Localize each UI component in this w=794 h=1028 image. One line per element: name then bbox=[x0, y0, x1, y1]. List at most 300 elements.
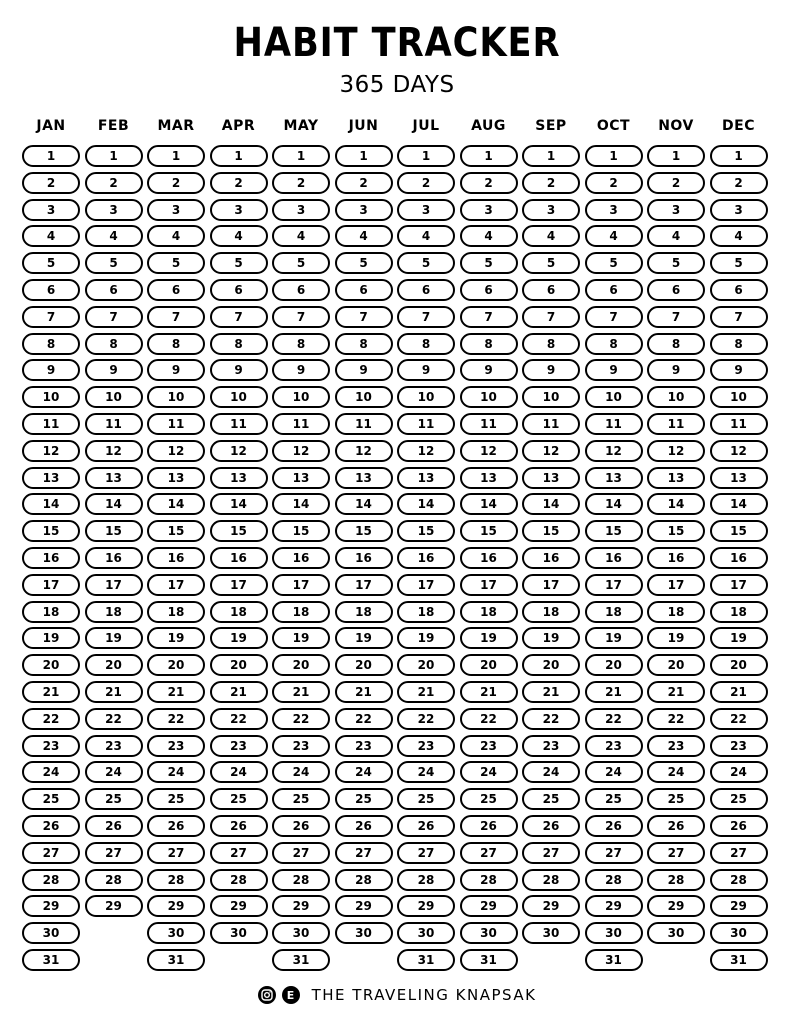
day-pill[interactable]: 11 bbox=[647, 413, 705, 435]
day-pill[interactable]: 14 bbox=[397, 493, 455, 515]
day-pill[interactable]: 29 bbox=[585, 895, 643, 917]
day-pill[interactable]: 12 bbox=[522, 440, 580, 462]
day-pill[interactable]: 15 bbox=[272, 520, 330, 542]
day-pill[interactable]: 18 bbox=[460, 601, 518, 623]
day-pill[interactable]: 22 bbox=[397, 708, 455, 730]
day-pill[interactable]: 14 bbox=[272, 493, 330, 515]
day-pill[interactable]: 17 bbox=[85, 574, 143, 596]
day-pill[interactable]: 6 bbox=[585, 279, 643, 301]
day-pill[interactable]: 14 bbox=[210, 493, 268, 515]
day-pill[interactable]: 11 bbox=[397, 413, 455, 435]
day-pill[interactable]: 14 bbox=[647, 493, 705, 515]
day-pill[interactable]: 12 bbox=[210, 440, 268, 462]
day-pill[interactable]: 1 bbox=[460, 145, 518, 167]
day-pill[interactable]: 7 bbox=[460, 306, 518, 328]
day-pill[interactable]: 22 bbox=[460, 708, 518, 730]
day-pill[interactable]: 25 bbox=[147, 788, 205, 810]
day-pill[interactable]: 20 bbox=[710, 654, 768, 676]
day-pill[interactable]: 9 bbox=[85, 359, 143, 381]
day-pill[interactable]: 9 bbox=[272, 359, 330, 381]
day-pill[interactable]: 17 bbox=[335, 574, 393, 596]
day-pill[interactable]: 21 bbox=[710, 681, 768, 703]
day-pill[interactable]: 17 bbox=[460, 574, 518, 596]
day-pill[interactable]: 8 bbox=[522, 333, 580, 355]
day-pill[interactable]: 23 bbox=[210, 735, 268, 757]
day-pill[interactable]: 28 bbox=[22, 869, 80, 891]
day-pill[interactable]: 1 bbox=[22, 145, 80, 167]
day-pill[interactable]: 9 bbox=[147, 359, 205, 381]
day-pill[interactable]: 15 bbox=[210, 520, 268, 542]
day-pill[interactable]: 9 bbox=[397, 359, 455, 381]
day-pill[interactable]: 9 bbox=[585, 359, 643, 381]
day-pill[interactable]: 27 bbox=[460, 842, 518, 864]
day-pill[interactable]: 13 bbox=[272, 467, 330, 489]
day-pill[interactable]: 21 bbox=[85, 681, 143, 703]
day-pill[interactable]: 3 bbox=[585, 199, 643, 221]
day-pill[interactable]: 18 bbox=[647, 601, 705, 623]
day-pill[interactable]: 1 bbox=[210, 145, 268, 167]
day-pill[interactable]: 4 bbox=[272, 225, 330, 247]
day-pill[interactable]: 18 bbox=[85, 601, 143, 623]
day-pill[interactable]: 10 bbox=[147, 386, 205, 408]
day-pill[interactable]: 31 bbox=[22, 949, 80, 971]
day-pill[interactable]: 16 bbox=[647, 547, 705, 569]
day-pill[interactable]: 17 bbox=[585, 574, 643, 596]
day-pill[interactable]: 12 bbox=[397, 440, 455, 462]
day-pill[interactable]: 2 bbox=[522, 172, 580, 194]
day-pill[interactable]: 20 bbox=[210, 654, 268, 676]
day-pill[interactable]: 8 bbox=[22, 333, 80, 355]
day-pill[interactable]: 15 bbox=[460, 520, 518, 542]
day-pill[interactable]: 5 bbox=[147, 252, 205, 274]
day-pill[interactable]: 20 bbox=[460, 654, 518, 676]
day-pill[interactable]: 14 bbox=[85, 493, 143, 515]
day-pill[interactable]: 17 bbox=[210, 574, 268, 596]
day-pill[interactable]: 4 bbox=[335, 225, 393, 247]
day-pill[interactable]: 19 bbox=[585, 627, 643, 649]
day-pill[interactable]: 21 bbox=[272, 681, 330, 703]
day-pill[interactable]: 3 bbox=[335, 199, 393, 221]
day-pill[interactable]: 12 bbox=[85, 440, 143, 462]
day-pill[interactable]: 12 bbox=[335, 440, 393, 462]
day-pill[interactable]: 25 bbox=[335, 788, 393, 810]
day-pill[interactable]: 15 bbox=[85, 520, 143, 542]
day-pill[interactable]: 16 bbox=[585, 547, 643, 569]
day-pill[interactable]: 8 bbox=[585, 333, 643, 355]
day-pill[interactable]: 17 bbox=[710, 574, 768, 596]
day-pill[interactable]: 19 bbox=[460, 627, 518, 649]
day-pill[interactable]: 29 bbox=[335, 895, 393, 917]
day-pill[interactable]: 14 bbox=[147, 493, 205, 515]
day-pill[interactable]: 24 bbox=[647, 761, 705, 783]
day-pill[interactable]: 24 bbox=[22, 761, 80, 783]
day-pill[interactable]: 13 bbox=[147, 467, 205, 489]
day-pill[interactable]: 1 bbox=[335, 145, 393, 167]
day-pill[interactable]: 18 bbox=[335, 601, 393, 623]
day-pill[interactable]: 28 bbox=[147, 869, 205, 891]
day-pill[interactable]: 28 bbox=[210, 869, 268, 891]
day-pill[interactable]: 18 bbox=[147, 601, 205, 623]
day-pill[interactable]: 9 bbox=[522, 359, 580, 381]
day-pill[interactable]: 13 bbox=[22, 467, 80, 489]
day-pill[interactable]: 1 bbox=[272, 145, 330, 167]
day-pill[interactable]: 6 bbox=[335, 279, 393, 301]
day-pill[interactable]: 28 bbox=[397, 869, 455, 891]
day-pill[interactable]: 29 bbox=[85, 895, 143, 917]
day-pill[interactable]: 10 bbox=[647, 386, 705, 408]
day-pill[interactable]: 4 bbox=[85, 225, 143, 247]
day-pill[interactable]: 5 bbox=[397, 252, 455, 274]
day-pill[interactable]: 30 bbox=[210, 922, 268, 944]
day-pill[interactable]: 13 bbox=[335, 467, 393, 489]
day-pill[interactable]: 20 bbox=[647, 654, 705, 676]
day-pill[interactable]: 6 bbox=[147, 279, 205, 301]
day-pill[interactable]: 9 bbox=[335, 359, 393, 381]
day-pill[interactable]: 18 bbox=[397, 601, 455, 623]
day-pill[interactable]: 17 bbox=[522, 574, 580, 596]
day-pill[interactable]: 26 bbox=[710, 815, 768, 837]
day-pill[interactable]: 18 bbox=[22, 601, 80, 623]
day-pill[interactable]: 8 bbox=[397, 333, 455, 355]
day-pill[interactable]: 5 bbox=[585, 252, 643, 274]
day-pill[interactable]: 15 bbox=[522, 520, 580, 542]
day-pill[interactable]: 18 bbox=[522, 601, 580, 623]
day-pill[interactable]: 11 bbox=[710, 413, 768, 435]
day-pill[interactable]: 1 bbox=[397, 145, 455, 167]
day-pill[interactable]: 22 bbox=[210, 708, 268, 730]
day-pill[interactable]: 16 bbox=[460, 547, 518, 569]
day-pill[interactable]: 28 bbox=[522, 869, 580, 891]
day-pill[interactable]: 4 bbox=[522, 225, 580, 247]
day-pill[interactable]: 30 bbox=[460, 922, 518, 944]
day-pill[interactable]: 28 bbox=[335, 869, 393, 891]
day-pill[interactable]: 27 bbox=[710, 842, 768, 864]
day-pill[interactable]: 16 bbox=[210, 547, 268, 569]
day-pill[interactable]: 13 bbox=[397, 467, 455, 489]
day-pill[interactable]: 8 bbox=[335, 333, 393, 355]
day-pill[interactable]: 12 bbox=[710, 440, 768, 462]
day-pill[interactable]: 4 bbox=[585, 225, 643, 247]
day-pill[interactable]: 21 bbox=[147, 681, 205, 703]
day-pill[interactable]: 21 bbox=[22, 681, 80, 703]
day-pill[interactable]: 27 bbox=[272, 842, 330, 864]
day-pill[interactable]: 7 bbox=[210, 306, 268, 328]
day-pill[interactable]: 25 bbox=[210, 788, 268, 810]
day-pill[interactable]: 8 bbox=[147, 333, 205, 355]
day-pill[interactable]: 27 bbox=[647, 842, 705, 864]
day-pill[interactable]: 23 bbox=[647, 735, 705, 757]
day-pill[interactable]: 8 bbox=[710, 333, 768, 355]
day-pill[interactable]: 14 bbox=[460, 493, 518, 515]
day-pill[interactable]: 30 bbox=[710, 922, 768, 944]
day-pill[interactable]: 2 bbox=[335, 172, 393, 194]
day-pill[interactable]: 24 bbox=[460, 761, 518, 783]
day-pill[interactable]: 28 bbox=[585, 869, 643, 891]
day-pill[interactable]: 23 bbox=[460, 735, 518, 757]
day-pill[interactable]: 14 bbox=[335, 493, 393, 515]
day-pill[interactable]: 1 bbox=[710, 145, 768, 167]
day-pill[interactable]: 17 bbox=[147, 574, 205, 596]
day-pill[interactable]: 17 bbox=[397, 574, 455, 596]
day-pill[interactable]: 13 bbox=[85, 467, 143, 489]
day-pill[interactable]: 27 bbox=[147, 842, 205, 864]
day-pill[interactable]: 27 bbox=[85, 842, 143, 864]
day-pill[interactable]: 7 bbox=[397, 306, 455, 328]
day-pill[interactable]: 25 bbox=[585, 788, 643, 810]
day-pill[interactable]: 5 bbox=[460, 252, 518, 274]
day-pill[interactable]: 2 bbox=[272, 172, 330, 194]
day-pill[interactable]: 1 bbox=[85, 145, 143, 167]
day-pill[interactable]: 23 bbox=[335, 735, 393, 757]
day-pill[interactable]: 24 bbox=[335, 761, 393, 783]
day-pill[interactable]: 1 bbox=[647, 145, 705, 167]
day-pill[interactable]: 28 bbox=[647, 869, 705, 891]
day-pill[interactable]: 23 bbox=[585, 735, 643, 757]
day-pill[interactable]: 31 bbox=[272, 949, 330, 971]
day-pill[interactable]: 6 bbox=[397, 279, 455, 301]
day-pill[interactable]: 25 bbox=[85, 788, 143, 810]
day-pill[interactable]: 3 bbox=[647, 199, 705, 221]
day-pill[interactable]: 14 bbox=[522, 493, 580, 515]
day-pill[interactable]: 31 bbox=[460, 949, 518, 971]
day-pill[interactable]: 25 bbox=[22, 788, 80, 810]
day-pill[interactable]: 7 bbox=[22, 306, 80, 328]
day-pill[interactable]: 11 bbox=[335, 413, 393, 435]
day-pill[interactable]: 29 bbox=[522, 895, 580, 917]
day-pill[interactable]: 7 bbox=[85, 306, 143, 328]
day-pill[interactable]: 16 bbox=[710, 547, 768, 569]
day-pill[interactable]: 7 bbox=[710, 306, 768, 328]
day-pill[interactable]: 22 bbox=[585, 708, 643, 730]
day-pill[interactable]: 1 bbox=[522, 145, 580, 167]
day-pill[interactable]: 10 bbox=[397, 386, 455, 408]
day-pill[interactable]: 12 bbox=[585, 440, 643, 462]
day-pill[interactable]: 30 bbox=[22, 922, 80, 944]
day-pill[interactable]: 5 bbox=[335, 252, 393, 274]
day-pill[interactable]: 9 bbox=[647, 359, 705, 381]
day-pill[interactable]: 29 bbox=[647, 895, 705, 917]
day-pill[interactable]: 28 bbox=[460, 869, 518, 891]
day-pill[interactable]: 8 bbox=[272, 333, 330, 355]
day-pill[interactable]: 27 bbox=[210, 842, 268, 864]
day-pill[interactable]: 15 bbox=[397, 520, 455, 542]
day-pill[interactable]: 21 bbox=[397, 681, 455, 703]
day-pill[interactable]: 21 bbox=[210, 681, 268, 703]
day-pill[interactable]: 13 bbox=[585, 467, 643, 489]
day-pill[interactable]: 29 bbox=[272, 895, 330, 917]
day-pill[interactable]: 10 bbox=[272, 386, 330, 408]
day-pill[interactable]: 20 bbox=[335, 654, 393, 676]
day-pill[interactable]: 26 bbox=[397, 815, 455, 837]
day-pill[interactable]: 30 bbox=[397, 922, 455, 944]
day-pill[interactable]: 20 bbox=[22, 654, 80, 676]
day-pill[interactable]: 4 bbox=[460, 225, 518, 247]
day-pill[interactable]: 21 bbox=[647, 681, 705, 703]
day-pill[interactable]: 12 bbox=[272, 440, 330, 462]
day-pill[interactable]: 4 bbox=[210, 225, 268, 247]
day-pill[interactable]: 11 bbox=[85, 413, 143, 435]
day-pill[interactable]: 18 bbox=[585, 601, 643, 623]
day-pill[interactable]: 10 bbox=[210, 386, 268, 408]
day-pill[interactable]: 16 bbox=[272, 547, 330, 569]
day-pill[interactable]: 29 bbox=[147, 895, 205, 917]
day-pill[interactable]: 16 bbox=[147, 547, 205, 569]
day-pill[interactable]: 22 bbox=[647, 708, 705, 730]
day-pill[interactable]: 21 bbox=[460, 681, 518, 703]
day-pill[interactable]: 11 bbox=[522, 413, 580, 435]
day-pill[interactable]: 19 bbox=[22, 627, 80, 649]
day-pill[interactable]: 6 bbox=[210, 279, 268, 301]
day-pill[interactable]: 5 bbox=[22, 252, 80, 274]
day-pill[interactable]: 4 bbox=[147, 225, 205, 247]
day-pill[interactable]: 24 bbox=[85, 761, 143, 783]
day-pill[interactable]: 28 bbox=[710, 869, 768, 891]
day-pill[interactable]: 15 bbox=[647, 520, 705, 542]
day-pill[interactable]: 23 bbox=[147, 735, 205, 757]
day-pill[interactable]: 19 bbox=[397, 627, 455, 649]
day-pill[interactable]: 3 bbox=[22, 199, 80, 221]
day-pill[interactable]: 15 bbox=[335, 520, 393, 542]
day-pill[interactable]: 6 bbox=[272, 279, 330, 301]
day-pill[interactable]: 30 bbox=[147, 922, 205, 944]
day-pill[interactable]: 15 bbox=[147, 520, 205, 542]
day-pill[interactable]: 20 bbox=[397, 654, 455, 676]
day-pill[interactable]: 23 bbox=[710, 735, 768, 757]
day-pill[interactable]: 13 bbox=[210, 467, 268, 489]
day-pill[interactable]: 26 bbox=[272, 815, 330, 837]
day-pill[interactable]: 8 bbox=[85, 333, 143, 355]
day-pill[interactable]: 5 bbox=[85, 252, 143, 274]
day-pill[interactable]: 10 bbox=[522, 386, 580, 408]
day-pill[interactable]: 3 bbox=[397, 199, 455, 221]
day-pill[interactable]: 30 bbox=[522, 922, 580, 944]
day-pill[interactable]: 6 bbox=[85, 279, 143, 301]
day-pill[interactable]: 23 bbox=[22, 735, 80, 757]
day-pill[interactable]: 3 bbox=[460, 199, 518, 221]
day-pill[interactable]: 19 bbox=[85, 627, 143, 649]
day-pill[interactable]: 24 bbox=[397, 761, 455, 783]
day-pill[interactable]: 2 bbox=[710, 172, 768, 194]
day-pill[interactable]: 31 bbox=[147, 949, 205, 971]
day-pill[interactable]: 5 bbox=[210, 252, 268, 274]
day-pill[interactable]: 19 bbox=[272, 627, 330, 649]
day-pill[interactable]: 2 bbox=[22, 172, 80, 194]
day-pill[interactable]: 19 bbox=[210, 627, 268, 649]
day-pill[interactable]: 11 bbox=[585, 413, 643, 435]
day-pill[interactable]: 20 bbox=[85, 654, 143, 676]
day-pill[interactable]: 2 bbox=[147, 172, 205, 194]
day-pill[interactable]: 7 bbox=[647, 306, 705, 328]
day-pill[interactable]: 11 bbox=[460, 413, 518, 435]
day-pill[interactable]: 2 bbox=[210, 172, 268, 194]
day-pill[interactable]: 22 bbox=[85, 708, 143, 730]
day-pill[interactable]: 30 bbox=[272, 922, 330, 944]
day-pill[interactable]: 25 bbox=[460, 788, 518, 810]
day-pill[interactable]: 9 bbox=[710, 359, 768, 381]
day-pill[interactable]: 5 bbox=[272, 252, 330, 274]
day-pill[interactable]: 31 bbox=[397, 949, 455, 971]
day-pill[interactable]: 2 bbox=[585, 172, 643, 194]
day-pill[interactable]: 2 bbox=[85, 172, 143, 194]
day-pill[interactable]: 14 bbox=[22, 493, 80, 515]
day-pill[interactable]: 19 bbox=[647, 627, 705, 649]
day-pill[interactable]: 25 bbox=[397, 788, 455, 810]
day-pill[interactable]: 20 bbox=[585, 654, 643, 676]
day-pill[interactable]: 10 bbox=[585, 386, 643, 408]
day-pill[interactable]: 24 bbox=[522, 761, 580, 783]
day-pill[interactable]: 25 bbox=[647, 788, 705, 810]
day-pill[interactable]: 26 bbox=[460, 815, 518, 837]
day-pill[interactable]: 26 bbox=[22, 815, 80, 837]
day-pill[interactable]: 29 bbox=[22, 895, 80, 917]
day-pill[interactable]: 25 bbox=[272, 788, 330, 810]
day-pill[interactable]: 9 bbox=[22, 359, 80, 381]
day-pill[interactable]: 8 bbox=[210, 333, 268, 355]
day-pill[interactable]: 24 bbox=[710, 761, 768, 783]
day-pill[interactable]: 19 bbox=[710, 627, 768, 649]
day-pill[interactable]: 30 bbox=[647, 922, 705, 944]
day-pill[interactable]: 23 bbox=[522, 735, 580, 757]
day-pill[interactable]: 7 bbox=[585, 306, 643, 328]
day-pill[interactable]: 16 bbox=[335, 547, 393, 569]
day-pill[interactable]: 26 bbox=[647, 815, 705, 837]
day-pill[interactable]: 27 bbox=[335, 842, 393, 864]
day-pill[interactable]: 3 bbox=[147, 199, 205, 221]
day-pill[interactable]: 26 bbox=[335, 815, 393, 837]
day-pill[interactable]: 8 bbox=[647, 333, 705, 355]
day-pill[interactable]: 2 bbox=[647, 172, 705, 194]
day-pill[interactable]: 11 bbox=[22, 413, 80, 435]
day-pill[interactable]: 18 bbox=[210, 601, 268, 623]
day-pill[interactable]: 21 bbox=[335, 681, 393, 703]
day-pill[interactable]: 6 bbox=[522, 279, 580, 301]
day-pill[interactable]: 26 bbox=[147, 815, 205, 837]
day-pill[interactable]: 22 bbox=[22, 708, 80, 730]
day-pill[interactable]: 30 bbox=[585, 922, 643, 944]
day-pill[interactable]: 5 bbox=[647, 252, 705, 274]
day-pill[interactable]: 16 bbox=[85, 547, 143, 569]
day-pill[interactable]: 24 bbox=[272, 761, 330, 783]
day-pill[interactable]: 26 bbox=[85, 815, 143, 837]
day-pill[interactable]: 16 bbox=[522, 547, 580, 569]
day-pill[interactable]: 17 bbox=[272, 574, 330, 596]
day-pill[interactable]: 3 bbox=[522, 199, 580, 221]
day-pill[interactable]: 17 bbox=[22, 574, 80, 596]
day-pill[interactable]: 7 bbox=[335, 306, 393, 328]
day-pill[interactable]: 15 bbox=[710, 520, 768, 542]
day-pill[interactable]: 14 bbox=[585, 493, 643, 515]
day-pill[interactable]: 5 bbox=[710, 252, 768, 274]
day-pill[interactable]: 29 bbox=[210, 895, 268, 917]
day-pill[interactable]: 15 bbox=[585, 520, 643, 542]
day-pill[interactable]: 29 bbox=[710, 895, 768, 917]
day-pill[interactable]: 31 bbox=[710, 949, 768, 971]
day-pill[interactable]: 17 bbox=[647, 574, 705, 596]
day-pill[interactable]: 10 bbox=[335, 386, 393, 408]
day-pill[interactable]: 3 bbox=[210, 199, 268, 221]
day-pill[interactable]: 21 bbox=[522, 681, 580, 703]
day-pill[interactable]: 25 bbox=[710, 788, 768, 810]
day-pill[interactable]: 31 bbox=[585, 949, 643, 971]
day-pill[interactable]: 27 bbox=[585, 842, 643, 864]
day-pill[interactable]: 11 bbox=[147, 413, 205, 435]
day-pill[interactable]: 28 bbox=[272, 869, 330, 891]
day-pill[interactable]: 9 bbox=[210, 359, 268, 381]
day-pill[interactable]: 11 bbox=[210, 413, 268, 435]
day-pill[interactable]: 19 bbox=[147, 627, 205, 649]
day-pill[interactable]: 27 bbox=[522, 842, 580, 864]
day-pill[interactable]: 4 bbox=[710, 225, 768, 247]
